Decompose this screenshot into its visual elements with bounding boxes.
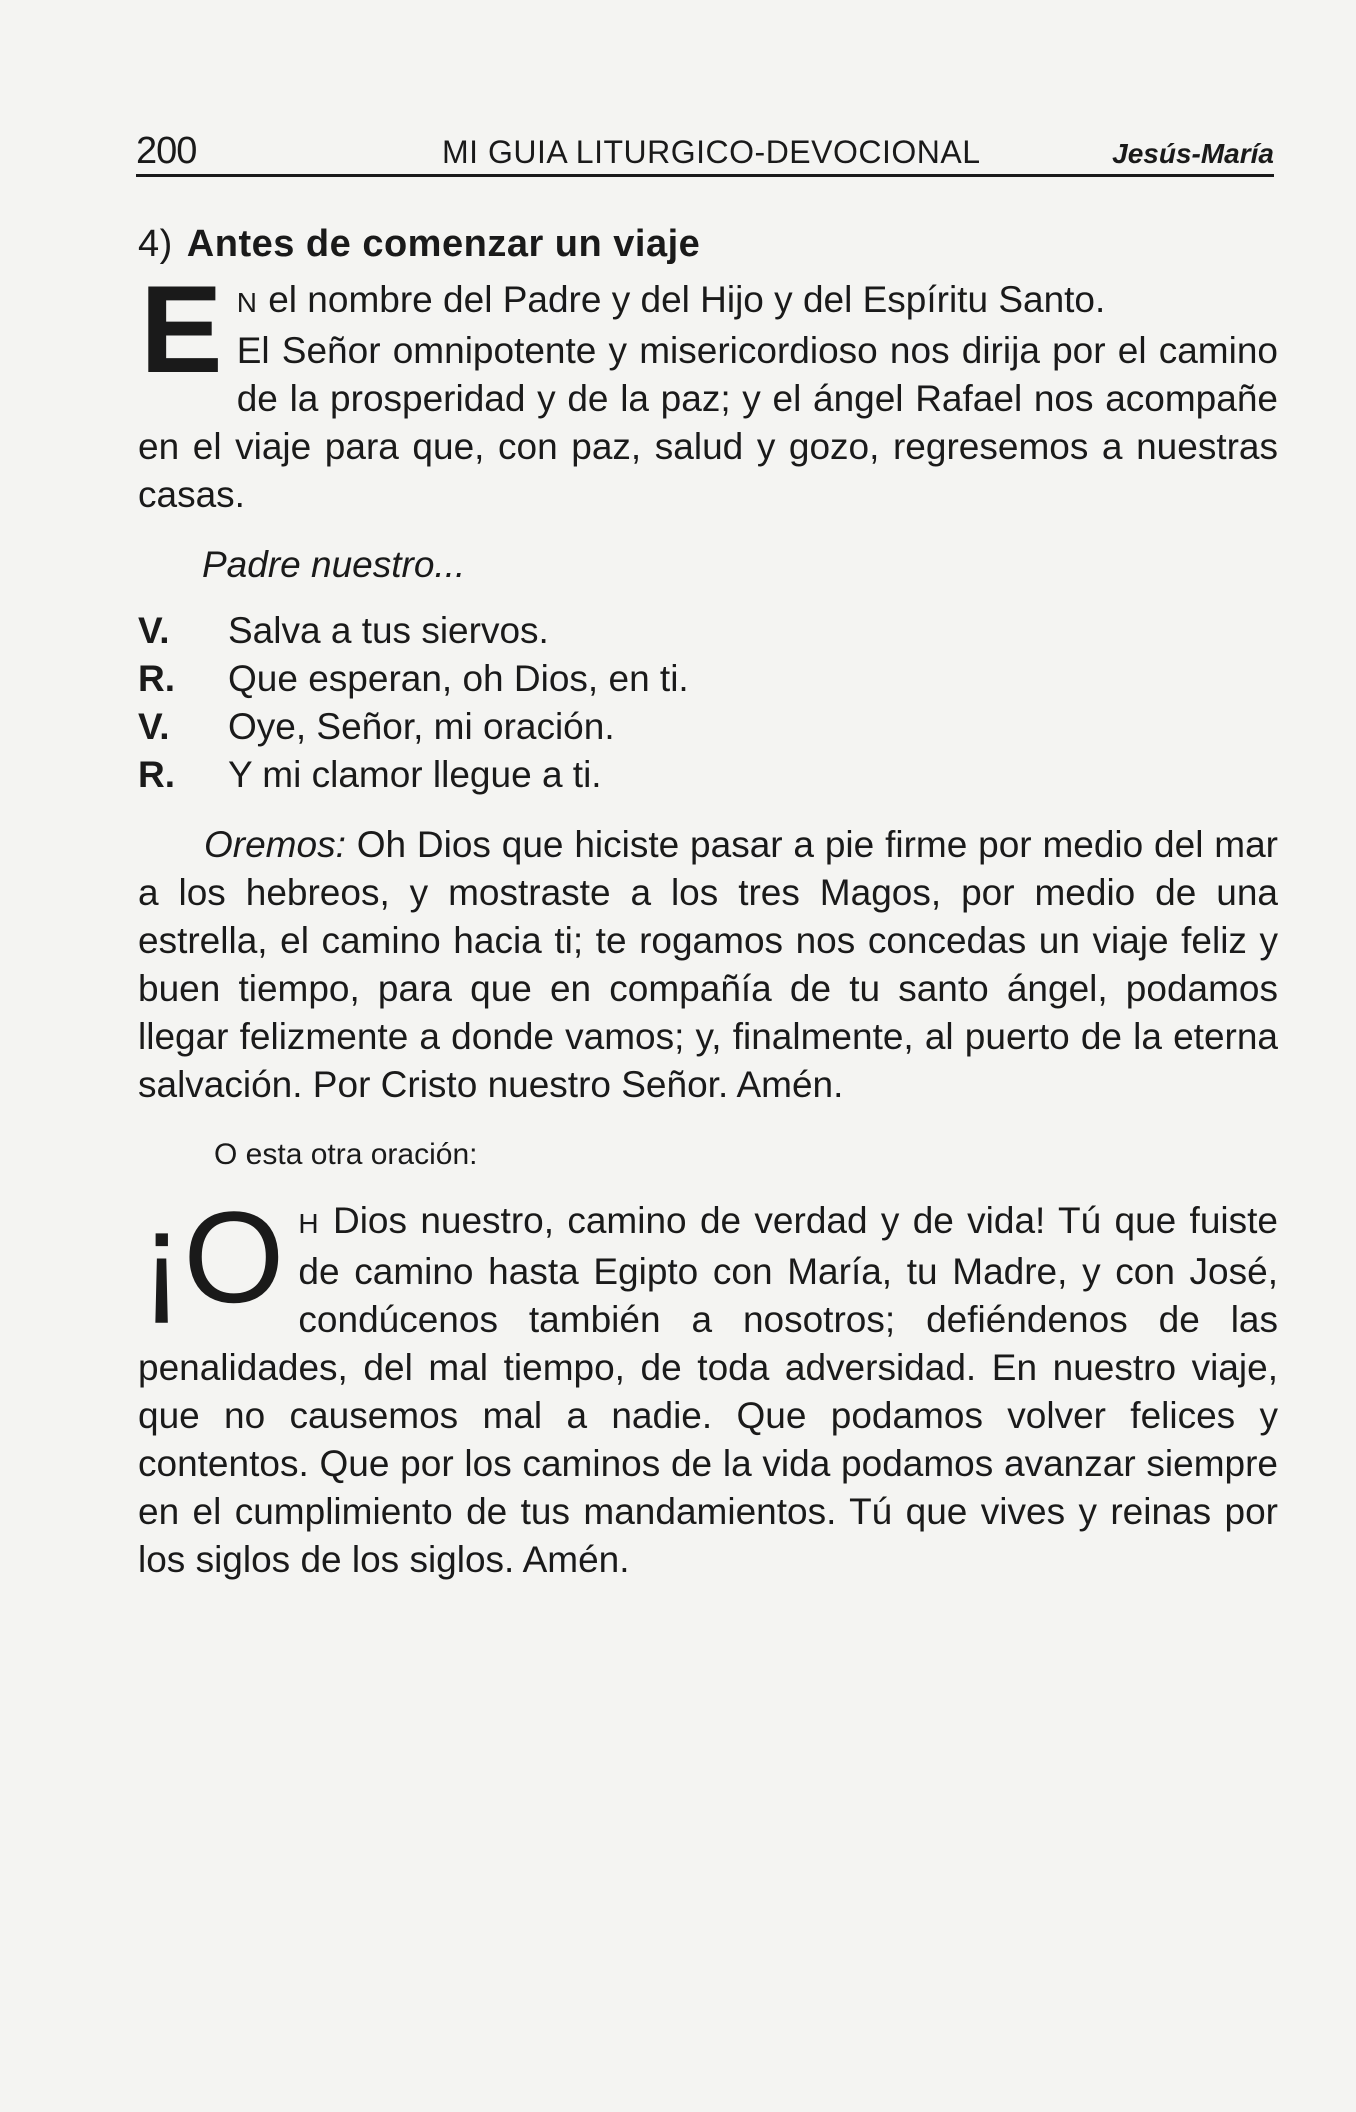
book-title: MI GUIA LITURGICO-DEVOCIONAL xyxy=(442,134,981,170)
page-number: 200 xyxy=(136,130,197,172)
response-symbol: R. xyxy=(138,754,175,795)
versicle-response-list xyxy=(138,607,1278,799)
alternative-note: O esta otra oración: xyxy=(214,1138,478,1171)
oremos-prayer xyxy=(138,821,1278,1109)
response-line xyxy=(138,751,1278,799)
versicle-text: Salva a tus siervos. xyxy=(228,610,549,651)
running-header xyxy=(136,124,1274,177)
response-text: Que esperan, oh Dios, en ti. xyxy=(228,658,689,699)
padre-nuestro: Padre nuestro... xyxy=(202,544,466,585)
header-mark: Jesús-María xyxy=(1112,138,1274,169)
versicle-symbol: V. xyxy=(138,610,170,651)
drop-cap: E xyxy=(140,261,223,399)
prayer-text: Dios nuestro, camino de verdad y de vida! Tú que fuiste de camino hasta Egipto con María, tu Madre, y con José, condúcenos también a nosotros; defiéndenos de las penalidades, del mal tiempo, de toda adversidad. En nuestro viaje, que no causemos mal a nadie. Que podamos volver felices y contentos. Que por los caminos de la vida podamos avanzar siempre en el cumplimiento de tus mandamientos. Tú que vives y reinas por los siglos de los siglos. Amén. xyxy=(138,1200,1278,1580)
alternative-prayer xyxy=(138,1184,1278,1584)
response-symbol: R. xyxy=(138,658,175,699)
versicle-text: Oye, Señor, mi oración. xyxy=(228,706,615,747)
response-text: Y mi clamor llegue a ti. xyxy=(228,754,602,795)
oremos-text: Oh Dios que hiciste pasar a pie firme por medio del mar a los hebreos, y mostraste a los tres Magos, por medio de una estrella, el camino hacia ti; te rogamos nos concedas un viaje feliz y buen tiempo, para que en compañía de tu santo ángel, podamos llegar felizmente a donde vamos; y, finalmente, al puerto de la eterna salvación. Por Cristo nuestro Señor. Amén. xyxy=(138,824,1278,1105)
small-caps: N xyxy=(236,287,258,318)
oremos-label: Oremos: xyxy=(204,824,346,865)
versicle-line xyxy=(138,703,1278,751)
small-caps: H xyxy=(298,1208,320,1239)
response-line xyxy=(138,655,1278,703)
versicle-line xyxy=(138,607,1278,655)
versicle-symbol: V. xyxy=(138,706,170,747)
blessing-paragraph: El Señor omnipotente y misericordioso nos dirija por el camino de la prosperidad y de la paz; y el ángel Rafael nos acompañe en el viaje para que, con paz, salud y gozo, regresemos a nuestras casas. xyxy=(138,330,1278,515)
section-heading xyxy=(138,220,1278,268)
page-content xyxy=(138,220,1278,1584)
opening-blessing xyxy=(138,261,1278,399)
section-number: 4) xyxy=(138,223,173,265)
drop-cap: ¡O xyxy=(140,1184,285,1330)
blessing-text: el nombre del Padre y del Hijo y del Espíritu Santo. xyxy=(257,279,1106,320)
section-title: Antes de comenzar un viaje xyxy=(186,223,701,265)
